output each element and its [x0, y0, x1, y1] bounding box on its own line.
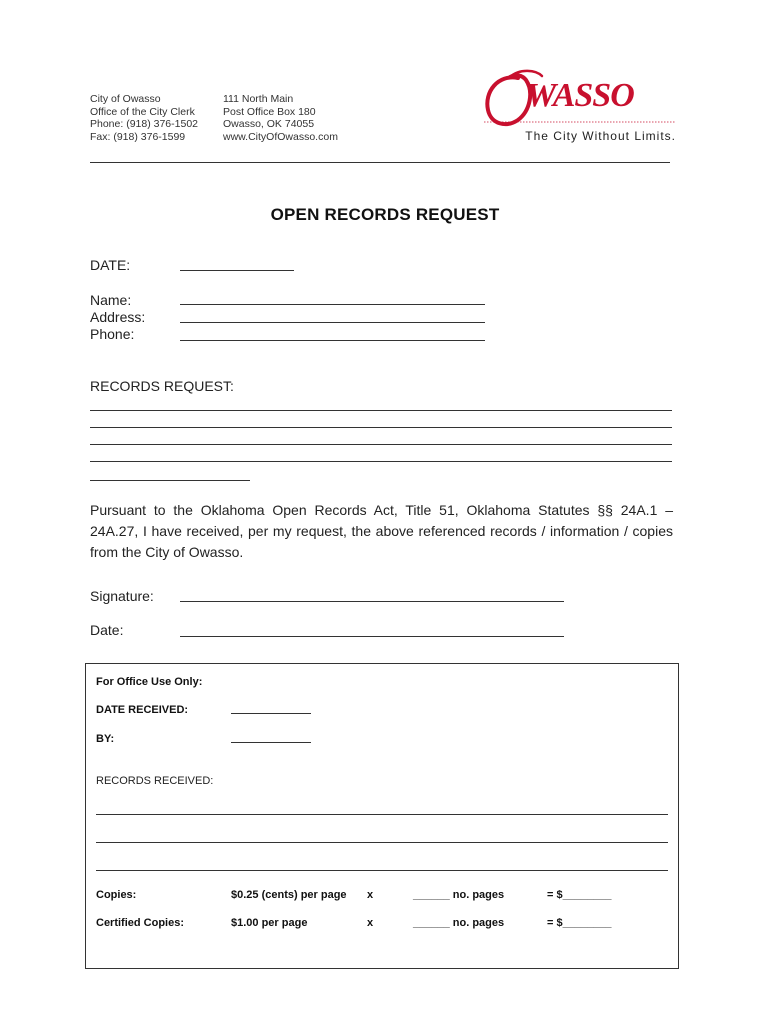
header-right-line: Post Office Box 180: [223, 105, 316, 118]
address-field[interactable]: [180, 322, 485, 323]
by-field[interactable]: [231, 742, 311, 743]
certified-total-field[interactable]: = $________: [547, 917, 612, 929]
records-request-line[interactable]: [90, 427, 672, 428]
website-link[interactable]: www.CityOfOwasso.com: [223, 130, 338, 143]
date-received-label: DATE RECEIVED:: [96, 704, 189, 716]
copies-price: $0.25 (cents) per page: [231, 889, 347, 901]
certified-copies-label: Certified Copies:: [96, 917, 185, 929]
logo-tagline: The City Without Limits.: [525, 129, 676, 143]
header-left-line: Phone: (918) 376-1502: [90, 118, 198, 130]
signature-date-label: Date:: [90, 622, 124, 638]
phone-field[interactable]: [180, 340, 485, 341]
records-request-label: RECORDS REQUEST:: [90, 378, 234, 394]
by-label: BY:: [96, 733, 115, 745]
copies-times: x: [367, 889, 374, 901]
header-right-line: 111 North Main: [223, 93, 294, 105]
address-block: [223, 93, 338, 143]
records-request-line[interactable]: [90, 461, 672, 462]
svg-text:WASSO: WASSO: [526, 77, 634, 114]
header-right-line: Owasso, OK 74055: [223, 118, 315, 130]
records-request-line[interactable]: [90, 410, 672, 411]
phone-label: Phone:: [90, 326, 135, 342]
date-label: DATE:: [90, 257, 131, 273]
certified-times: x: [367, 917, 374, 929]
header-left-line: Office of the City Clerk: [90, 105, 195, 118]
certified-price: $1.00 per page: [231, 917, 308, 929]
header-left-line: Fax: (918) 376-1599: [90, 130, 186, 143]
signature-date-field[interactable]: [180, 636, 564, 637]
acknowledgement-text: Pursuant to the Oklahoma Open Records Act, Title 51, Oklahoma Statutes §§ 24A.1 – 24A.27, I have received, per my request, the above referenced records / information / copies from the City of Owasso.: [90, 502, 673, 560]
copies-label: Copies:: [96, 889, 137, 901]
header-left-line: City of Owasso: [90, 93, 161, 105]
records-request-line[interactable]: [90, 480, 250, 481]
date-field[interactable]: [180, 270, 294, 271]
records-request-line[interactable]: [90, 444, 672, 445]
records-received-line[interactable]: [96, 870, 668, 871]
owasso-logo: [480, 64, 680, 148]
records-received-line[interactable]: [96, 842, 668, 843]
records-received-label: RECORDS RECEIVED:: [96, 775, 214, 787]
records-received-line[interactable]: [96, 814, 668, 815]
page-title: OPEN RECORDS REQUEST: [270, 205, 500, 224]
copies-total-field[interactable]: = $________: [547, 889, 612, 901]
copies-pages-field[interactable]: ______ no. pages: [413, 889, 505, 901]
name-field[interactable]: [180, 304, 485, 305]
signature-field[interactable]: [180, 601, 564, 602]
certified-pages-field[interactable]: ______ no. pages: [413, 917, 505, 929]
header-divider: [90, 162, 670, 163]
date-received-field[interactable]: [231, 713, 311, 714]
signature-label: Signature:: [90, 588, 154, 604]
address-label: Address:: [90, 309, 146, 325]
name-label: Name:: [90, 292, 132, 308]
office-use-heading: For Office Use Only:: [96, 676, 203, 688]
clerk-contact-block: [90, 93, 198, 143]
